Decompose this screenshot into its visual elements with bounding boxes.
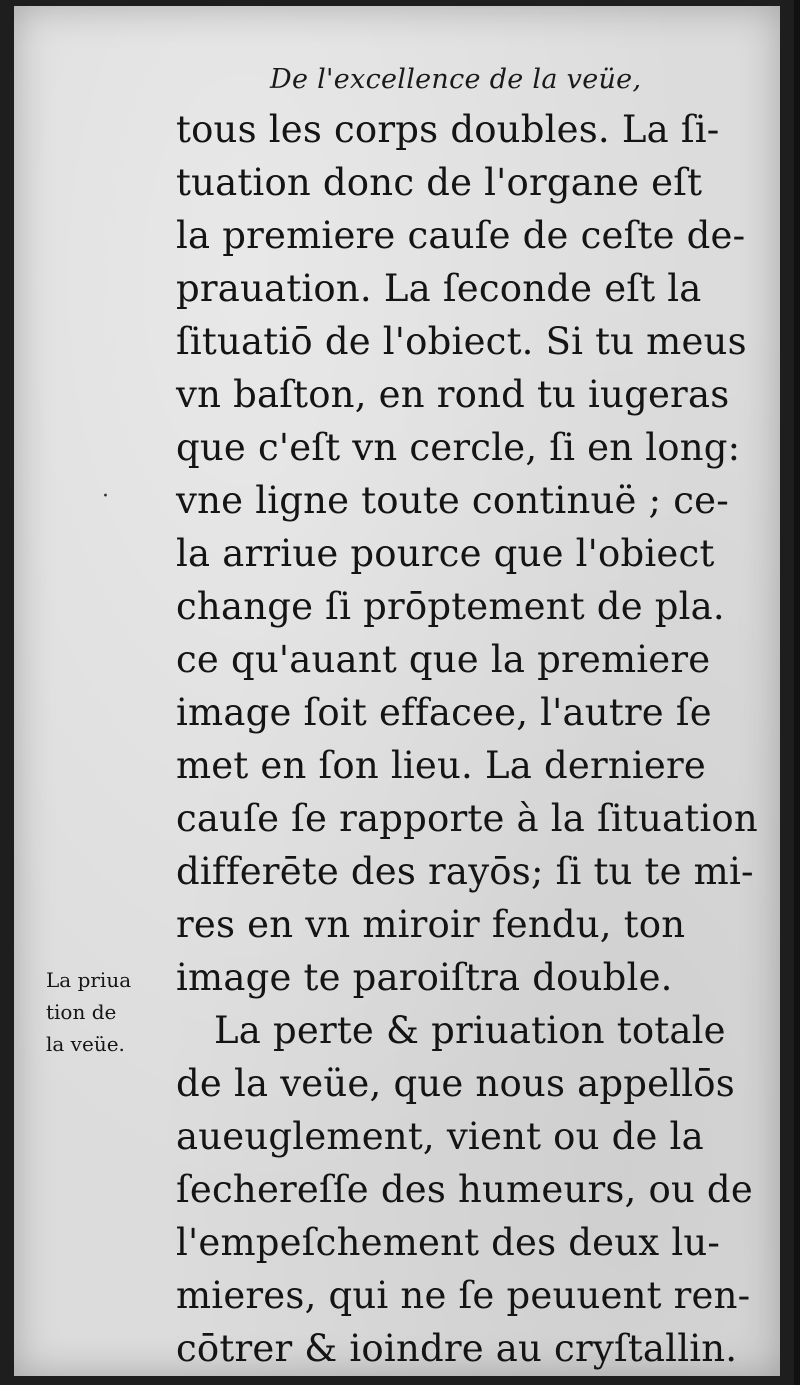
marginal-note-line: La priua bbox=[46, 968, 132, 992]
text-line-3: la premiere cauſe de ceſte de- bbox=[176, 214, 746, 257]
marginal-note bbox=[46, 964, 131, 1060]
scan-edge-shadow bbox=[794, 0, 800, 1385]
text-line-24: cōtrer & ioindre au cryſtallin. bbox=[176, 1327, 738, 1370]
text-line-11: ce qu'auant que la premiere bbox=[176, 638, 711, 681]
text-line-17: image te paroiſtra double. bbox=[176, 956, 673, 999]
running-head: De l'excellence de la veüe, bbox=[270, 64, 642, 95]
stray-ink-mark: · bbox=[102, 484, 109, 509]
text-line-19: de la veüe, que nous appellōs bbox=[176, 1062, 735, 1105]
text-line-8: vne ligne toute continuë ; ce- bbox=[176, 479, 729, 522]
marginal-note-line: la veüe. bbox=[46, 1032, 125, 1056]
text-line-9: la arriue pource que l'obiect bbox=[176, 532, 715, 575]
text-line-18: La perte & priuation totale bbox=[214, 1009, 726, 1052]
text-line-7: que c'eſt vn cercle, ſi en long: bbox=[176, 426, 741, 469]
text-line-21: ſechereſſe des humeurs, ou de bbox=[176, 1168, 753, 1211]
text-line-20: aueuglement, vient ou de la bbox=[176, 1115, 704, 1158]
text-line-1: tous les corps doubles. La ſi- bbox=[176, 108, 720, 151]
marginal-note-line: tion de bbox=[46, 1000, 117, 1024]
text-line-10: change ſi prōptement de pla. bbox=[176, 585, 725, 628]
text-line-4: prauation. La ſeconde eſt la bbox=[176, 267, 702, 310]
text-line-6: vn baſton, en rond tu iugeras bbox=[176, 373, 730, 416]
text-line-2: tuation donc de l'organe eſt bbox=[176, 161, 703, 204]
text-line-15: differēte des rayōs; ſi tu te mi- bbox=[176, 850, 754, 893]
text-line-23: mieres, qui ne ſe peuuent ren- bbox=[176, 1274, 751, 1317]
text-line-13: met en ſon lieu. La derniere bbox=[176, 744, 706, 787]
text-line-22: l'empeſchement des deux lu- bbox=[176, 1221, 721, 1264]
book-page bbox=[14, 6, 780, 1376]
text-line-12: image ſoit effacee, l'autre ſe bbox=[176, 691, 712, 734]
text-line-14: cauſe ſe rapporte à la ſituation bbox=[176, 797, 758, 840]
text-line-5: ſituatiō de l'obiect. Si tu meus bbox=[176, 320, 747, 363]
text-line-16: res en vn miroir fendu, ton bbox=[176, 903, 686, 946]
